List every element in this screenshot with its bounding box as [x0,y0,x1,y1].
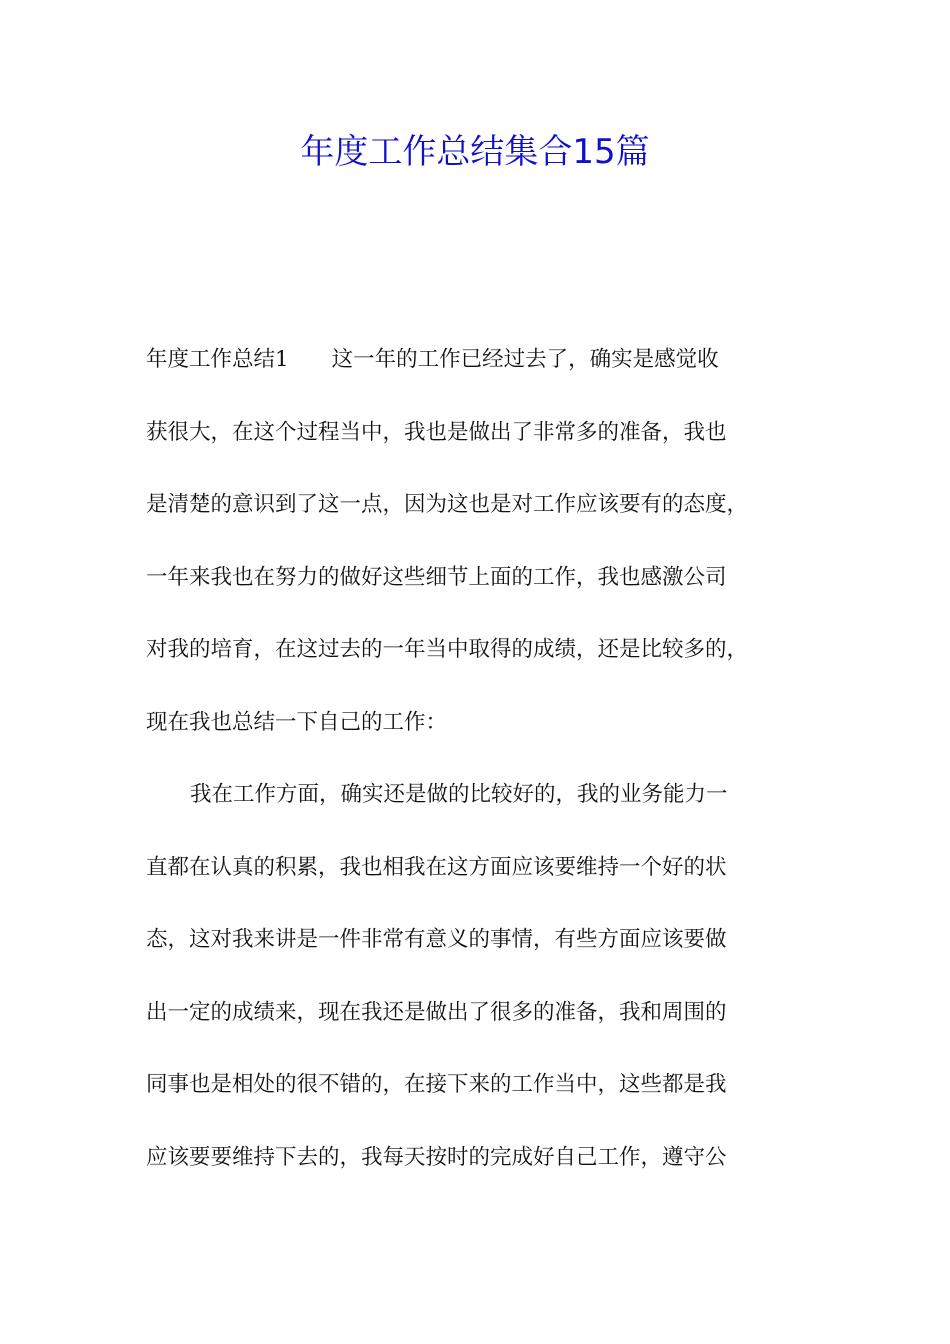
text-line: 态，这对我来讲是一件非常有意义的事情，有些方面应该要做 [146,927,727,952]
text-line: 同事也是相处的很不错的，在接下来的工作当中，这些都是我 [146,1072,727,1097]
text-line: 应该要要维持下去的，我每天按时的完成好自己工作，遵守公 [146,1144,727,1170]
text-line: 年度工作总结1 这一年的工作已经过去了，确实是感觉收 [146,347,719,372]
document-title: 年度工作总结集合15篇 [300,132,650,172]
text-line: 现在我也总结一下自己的工作： [146,709,448,735]
text-line: 获很大，在这个过程当中，我也是做出了非常多的准备，我也 [146,419,727,445]
text-line: 出一定的成绩来，现在我还是做出了很多的准备，我和周围的 [146,999,727,1025]
text-line: 一年来我也在努力的做好这些细节上面的工作，我也感激公司 [146,564,727,590]
text-line: 我在工作方面，确实还是做的比较好的，我的业务能力一 [190,782,728,807]
text-line: 是清楚的意识到了这一点，因为这也是对工作应该要有的态度， [146,492,749,517]
text-line: 对我的培育，在这过去的一年当中取得的成绩，还是比较多的， [146,637,749,662]
text-line: 直都在认真的积累，我也相我在这方面应该要维持一个好的状 [146,854,727,880]
document-body [146,336,846,1206]
